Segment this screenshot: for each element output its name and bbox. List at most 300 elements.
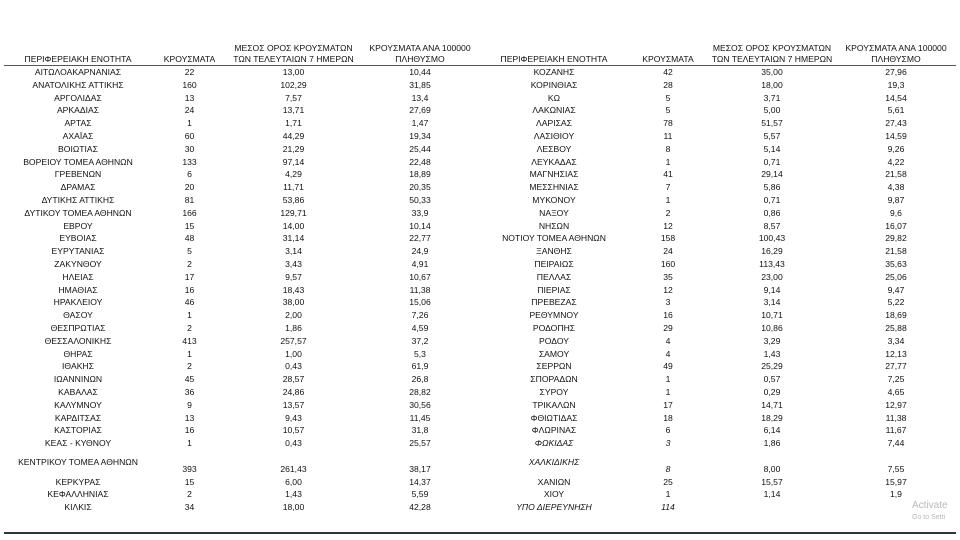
region-cell: ΜΥΚΟΝΟΥ: [532, 194, 576, 205]
per-100k-cell: 7,55: [887, 463, 905, 474]
header-per-100k: ΚΡΟΥΣΜΑΤΑ ΑΝΑ 100000 ΠΛΗΘΥΣΜΟ: [360, 22, 480, 66]
table-row: [4, 501, 480, 514]
table-row: [480, 360, 956, 373]
region-cell: ΖΑΚΥΝΘΟΥ: [54, 258, 102, 269]
region-cell: ΣΑΜΟΥ: [538, 348, 570, 359]
average-cell: 1,00: [285, 348, 302, 359]
table-row: [480, 450, 956, 476]
table-row: [4, 207, 480, 220]
average-cell: 100,43: [758, 233, 786, 244]
per-100k-cell: 7,25: [887, 374, 905, 385]
average-cell: 113,43: [759, 258, 785, 269]
table-row: [4, 399, 480, 412]
watermark-subtitle: Go to Setti: [912, 514, 946, 521]
average-cell: 6,14: [763, 425, 781, 436]
per-100k-cell: 20,35: [409, 182, 431, 193]
table-row: [480, 143, 956, 156]
per-100k-cell: 1,9: [890, 489, 902, 500]
table-row: [480, 232, 956, 245]
per-100k-cell: 15,06: [409, 297, 431, 308]
region-cell: ΛΕΣΒΟΥ: [536, 143, 572, 154]
per-100k-cell: 1,47: [411, 118, 429, 129]
average-cell: 29,14: [761, 169, 783, 180]
per-100k-cell: 29,82: [885, 233, 907, 244]
average-cell: 5,00: [763, 105, 781, 116]
region-cell: ΗΛΕΙΑΣ: [62, 271, 94, 282]
average-cell: 1,43: [763, 348, 781, 359]
cases-cell: 114: [661, 502, 675, 513]
per-100k-cell: 11,67: [885, 425, 907, 436]
table-row: [4, 296, 480, 309]
per-100k-cell: 3,34: [887, 335, 905, 346]
cases-cell: 13: [184, 412, 195, 423]
average-cell: 0,57: [763, 374, 781, 385]
cases-cell: 20: [184, 182, 195, 193]
region-cell: ΑΙΤΩΛΟΑΚΑΡΝΑΝΙΑΣ: [34, 67, 122, 77]
region-cell: ΠΙΕΡΙΑΣ: [537, 284, 571, 295]
region-cell: ΠΕΛΛΑΣ: [536, 271, 572, 282]
average-cell: 21,29: [282, 143, 305, 154]
region-cell: ΛΕΥΚΑΔΑΣ: [531, 156, 577, 167]
table-row: [4, 309, 480, 322]
average-cell: 8,00: [763, 463, 781, 474]
cases-cell: 48: [184, 233, 195, 244]
region-cell: ΝΗΣΩΝ: [538, 220, 570, 231]
average-cell: 5,86: [763, 182, 781, 193]
average-cell: 3,14: [763, 297, 781, 308]
cases-cell: 28: [663, 79, 673, 90]
bottom-divider: [4, 532, 956, 534]
average-cell: 4,29: [285, 169, 302, 180]
per-100k-cell: 31,85: [409, 79, 431, 90]
average-cell: 9,14: [763, 284, 781, 295]
cases-cell: 1: [665, 194, 671, 205]
cases-cell: 1: [187, 310, 192, 321]
region-cell: ΛΑΚΩΝΙΑΣ: [532, 105, 576, 116]
cases-cell: 160: [182, 79, 197, 90]
region-cell: ΛΑΡΙΣΑΣ: [536, 118, 572, 129]
table-row: [480, 117, 956, 130]
per-100k-cell: 14,37: [409, 476, 431, 487]
region-cell: ΜΕΣΣΗΝΙΑΣ: [529, 182, 579, 193]
table-row: [480, 245, 956, 258]
average-cell: 14,00: [282, 220, 305, 231]
header-7day-average: ΜΕΣΟΣ ΟΡΟΣ ΚΡΟΥΣΜΑΤΩΝ ΤΩΝ ΤΕΛΕΥΤΑΙΩΝ 7 ΗΜΕΡΩΝ: [708, 22, 836, 66]
average-cell: 11,71: [283, 182, 304, 193]
average-cell: 31,14: [282, 233, 305, 244]
table-row: [480, 437, 956, 450]
region-cell: ΘΕΣΠΡΩΤΙΑΣ: [50, 322, 106, 333]
cases-cell: 24: [663, 246, 673, 257]
average-cell: 44,29: [282, 130, 305, 141]
per-100k-cell: 11,38: [885, 412, 907, 423]
table-row: [4, 66, 480, 79]
cases-cell: 34: [184, 502, 195, 513]
table-row: [4, 437, 480, 450]
per-100k-cell: 4,59: [411, 322, 429, 333]
cases-cell: 81: [184, 194, 195, 205]
average-cell: 28,57: [282, 374, 305, 385]
cases-table-left: [4, 22, 480, 514]
per-100k-cell: 27,77: [885, 361, 907, 372]
region-cell: ΑΧΑΪΑΣ: [62, 130, 94, 141]
per-100k-cell: 31,8: [411, 425, 429, 436]
table-row: [4, 194, 480, 207]
table-row: [480, 258, 956, 271]
cases-cell: 6: [665, 425, 671, 436]
cases-cell: 1: [665, 374, 671, 385]
table-row: [4, 271, 480, 284]
cases-cell: 12: [663, 284, 673, 295]
per-100k-cell: 5,59: [411, 489, 429, 500]
table-row: [480, 501, 956, 514]
cases-cell: 9: [187, 399, 192, 410]
average-cell: 8,57: [763, 220, 781, 231]
per-100k-cell: 10,67: [409, 271, 431, 282]
table-row: [480, 220, 956, 233]
region-cell: ΘΑΣΟΥ: [63, 310, 93, 321]
region-cell: ΚΑΛΥΜΝΟΥ: [54, 399, 102, 410]
per-100k-cell: 12,97: [885, 399, 907, 410]
cases-cell: 13: [184, 92, 195, 103]
table-row: [4, 488, 480, 501]
table-row: [480, 168, 956, 181]
average-cell: 9,43: [285, 412, 302, 423]
cases-cell: 24: [184, 105, 195, 116]
table-row: [4, 79, 480, 92]
average-cell: 3,29: [763, 335, 781, 346]
per-100k-cell: 4,38: [887, 182, 905, 193]
average-cell: 13,71: [282, 105, 305, 116]
table-row: [480, 322, 956, 335]
average-cell: 5,57: [763, 130, 781, 141]
region-cell: ΙΘΑΚΗΣ: [62, 361, 94, 372]
cases-cell: 17: [663, 399, 673, 410]
cases-cell: 18: [663, 412, 673, 423]
watermark-title: Activate: [912, 500, 948, 511]
average-cell: 0,29: [763, 386, 781, 397]
table-row: [480, 79, 956, 92]
average-cell: 18,00: [282, 502, 305, 513]
per-100k-cell: 28,82: [409, 386, 431, 397]
average-cell: 1,43: [285, 489, 302, 500]
table-row: [480, 181, 956, 194]
per-100k-cell: 18,69: [885, 310, 907, 321]
region-cell: ΚΩ: [547, 92, 561, 103]
region-cell: ΚΙΛΚΙΣ: [64, 502, 92, 513]
average-cell: 35,00: [761, 67, 783, 77]
average-cell: 13,57: [282, 399, 305, 410]
region-cell: ΦΘΙΩΤΙΔΑΣ: [530, 412, 578, 423]
table-row: [480, 386, 956, 399]
average-cell: 3,43: [285, 258, 302, 269]
average-cell: 102,29: [280, 79, 307, 90]
cases-cell: 8: [665, 463, 671, 474]
per-100k-cell: 50,33: [409, 194, 431, 205]
region-cell: ΝΟΤΙΟΥ ΤΟΜΕΑ ΑΘΗΝΩΝ: [502, 233, 606, 244]
region-cell: ΚΑΒΑΛΑΣ: [58, 386, 98, 397]
average-cell: 53,86: [282, 194, 305, 205]
region-cell: ΝΑΞΟΥ: [539, 207, 569, 218]
table-row: [480, 104, 956, 117]
cases-cell: 413: [182, 335, 197, 346]
per-100k-cell: 10,44: [409, 67, 431, 77]
region-cell: ΒΟΡΕΙΟΥ ΤΟΜΕΑ ΑΘΗΝΩΝ: [23, 156, 133, 167]
average-cell: 15,57: [761, 476, 783, 487]
table-row: [480, 271, 956, 284]
cases-cell: 12: [663, 220, 673, 231]
cases-cell: 15: [184, 476, 195, 487]
region-cell: ΓΡΕΒΕΝΩΝ: [54, 169, 102, 180]
table-row: [4, 360, 480, 373]
per-100k-cell: 25,06: [885, 271, 907, 282]
region-cell: ΘΗΡΑΣ: [63, 348, 93, 359]
region-cell: ΙΩΑΝΝΙΝΩΝ: [53, 374, 103, 385]
table-row: [4, 156, 480, 169]
table-row: [480, 335, 956, 348]
region-cell: ΤΡΙΚΑΛΩΝ: [532, 399, 576, 410]
average-cell: 25,29: [761, 361, 783, 372]
per-100k-cell: 9,6: [890, 207, 902, 218]
header-cases: ΚΡΟΥΣΜΑΤΑ: [628, 22, 708, 66]
cases-cell: 2: [187, 361, 192, 372]
per-100k-cell: 13,4: [411, 92, 429, 103]
cases-cell: 1: [665, 489, 671, 500]
average-cell: 18,43: [282, 284, 305, 295]
cases-cell: 393: [182, 463, 197, 474]
cases-cell: 35: [663, 271, 673, 282]
table-row: [4, 245, 480, 258]
per-100k-cell: 11,38: [409, 284, 431, 295]
table-row: [480, 207, 956, 220]
region-cell: ΚΑΣΤΟΡΙΑΣ: [54, 425, 102, 436]
table-row: [4, 104, 480, 117]
per-100k-cell: 12,13: [885, 348, 907, 359]
average-cell: 14,71: [761, 399, 783, 410]
table-row: [4, 322, 480, 335]
region-cell: ΔΥΤΙΚΗΣ ΑΤΤΙΚΗΣ: [41, 194, 115, 205]
table-row: [480, 488, 956, 501]
region-cell: ΕΥΡΥΤΑΝΙΑΣ: [51, 246, 105, 257]
region-cell: ΚΕΡΚΥΡΑΣ: [55, 476, 101, 487]
cases-cell: 1: [665, 156, 671, 167]
table-row: [4, 284, 480, 297]
per-100k-cell: 9,87: [887, 194, 905, 205]
cases-cell: 5: [187, 246, 192, 257]
per-100k-cell: 9,26: [887, 143, 905, 154]
average-cell: 0,71: [763, 194, 781, 205]
per-100k-cell: 5,22: [887, 297, 905, 308]
per-100k-cell: 14,59: [885, 130, 907, 141]
per-100k-cell: 27,96: [885, 67, 907, 77]
cases-cell: 160: [660, 258, 676, 269]
average-cell: 0,86: [763, 207, 781, 218]
per-100k-cell: 15,97: [885, 476, 907, 487]
cases-cell: 1: [665, 386, 671, 397]
cases-cell: 17: [184, 271, 195, 282]
per-100k-cell: 4,22: [887, 156, 905, 167]
region-cell: ΠΡΕΒΕΖΑΣ: [531, 297, 577, 308]
table-row: [480, 296, 956, 309]
region-cell: ΗΡΑΚΛΕΙΟΥ: [53, 297, 103, 308]
table-row: [4, 348, 480, 361]
region-cell: ΔΥΤΙΚΟΥ ΤΟΜΕΑ ΑΘΗΝΩΝ: [24, 207, 132, 218]
average-cell: 257,57: [280, 335, 307, 346]
per-100k-cell: 4,65: [887, 386, 905, 397]
region-cell: ΡΟΔΟΥ: [539, 335, 569, 346]
table-row: [4, 181, 480, 194]
region-cell: ΜΑΓΝΗΣΙΑΣ: [529, 169, 579, 180]
table-row: [4, 232, 480, 245]
average-cell: 2,00: [285, 310, 302, 321]
region-cell: ΥΠΟ ΔΙΕΡΕΥΝΗΣΗ: [516, 502, 592, 513]
cases-table-right: [480, 22, 956, 514]
average-cell: 18,00: [761, 79, 783, 90]
per-100k-cell: 37,2: [411, 335, 429, 346]
table-row: [480, 309, 956, 322]
region-cell: ΣΕΡΡΩΝ: [536, 361, 572, 372]
average-cell: 0,43: [285, 438, 302, 449]
average-cell: 1,86: [285, 322, 302, 333]
region-cell: ΑΡΓΟΛΙΔΑΣ: [54, 92, 102, 103]
per-100k-cell: 26,8: [411, 374, 429, 385]
region-cell: ΧΙΟΥ: [543, 489, 565, 500]
cases-cell: 60: [184, 130, 195, 141]
per-100k-cell: 25,57: [409, 438, 431, 449]
per-100k-cell: 10,14: [409, 220, 431, 231]
per-100k-cell: 19,34: [409, 130, 431, 141]
cases-cell: 45: [184, 374, 195, 385]
table-row: [4, 412, 480, 425]
per-100k-cell: 5,61: [887, 105, 905, 116]
average-cell: 51,57: [761, 118, 783, 129]
cases-cell: 16: [663, 310, 673, 321]
per-100k-cell: 27,69: [409, 105, 431, 116]
table-row: [480, 156, 956, 169]
cases-cell: 2: [187, 322, 192, 333]
average-cell: 7,57: [285, 92, 302, 103]
per-100k-cell: 25,44: [409, 143, 431, 154]
cases-cell: 25: [663, 476, 673, 487]
per-100k-cell: 9,47: [887, 284, 905, 295]
header-cases: ΚΡΟΥΣΜΑΤΑ: [152, 22, 227, 66]
header-region: ΠΕΡΙΦΕΡΕΙΑΚΗ ΕΝΟΤΗΤΑ: [480, 22, 628, 66]
per-100k-cell: 21,58: [885, 246, 907, 257]
cases-cell: 4: [665, 335, 671, 346]
table-row: [480, 284, 956, 297]
cases-cell: 2: [187, 258, 192, 269]
per-100k-cell: 16,07: [885, 220, 907, 231]
cases-cell: 2: [665, 207, 671, 218]
region-cell: ΑΝΑΤΟΛΙΚΗΣ ΑΤΤΙΚΗΣ: [32, 79, 124, 90]
per-100k-cell: 7,26: [411, 310, 429, 321]
average-cell: [708, 501, 836, 514]
per-100k-cell: 42,28: [409, 502, 431, 513]
average-cell: 0,71: [763, 156, 781, 167]
average-cell: 16,29: [761, 246, 783, 257]
table-row: [480, 424, 956, 437]
cases-cell: 49: [663, 361, 673, 372]
average-cell: 23,00: [761, 271, 783, 282]
table-row: [480, 399, 956, 412]
region-cell: ΣΠΟΡΑΔΩΝ: [530, 374, 578, 385]
average-cell: 6,00: [285, 476, 302, 487]
cases-cell: 30: [184, 143, 195, 154]
region-cell: ΣΥΡΟΥ: [539, 386, 569, 397]
cases-cell: 3: [665, 297, 671, 308]
table-header-row: [480, 22, 956, 66]
table-row: [480, 412, 956, 425]
per-100k-cell: 14,54: [885, 92, 907, 103]
per-100k-cell: 24,9: [411, 246, 429, 257]
cases-cell: 78: [663, 118, 673, 129]
table-row: [4, 424, 480, 437]
per-100k-cell: 18,89: [409, 169, 431, 180]
cases-cell: 5: [665, 92, 671, 103]
region-cell: ΦΩΚΙΔΑΣ: [534, 438, 574, 449]
table-row: [480, 130, 956, 143]
per-100k-cell: 4,91: [411, 258, 429, 269]
region-cell: ΑΡΤΑΣ: [64, 118, 92, 129]
per-100k-cell: 5,3: [414, 348, 426, 359]
average-cell: 97,14: [282, 156, 305, 167]
region-cell: ΧΑΛΚΙΔΙΚΗΣ: [528, 457, 580, 468]
cases-cell: 36: [184, 386, 195, 397]
activation-watermark: [912, 500, 948, 524]
region-cell: ΞΑΝΘΗΣ: [536, 246, 572, 257]
region-cell: ΚΕΝΤΡΙΚΟΥ ΤΟΜΕΑ ΑΘΗΝΩΝ: [18, 457, 138, 468]
region-cell: ΡΕΘΥΜΝΟΥ: [529, 310, 579, 321]
cases-cell: 8: [665, 143, 671, 154]
table-row: [4, 386, 480, 399]
region-cell: ΚΟΡΙΝΘΙΑΣ: [530, 79, 578, 90]
table-row: [4, 220, 480, 233]
average-cell: 10,86: [761, 322, 783, 333]
cases-cell: 41: [663, 169, 673, 180]
region-cell: ΠΕΙΡΑΙΩΣ: [534, 258, 574, 269]
region-cell: ΕΒΡΟΥ: [63, 220, 93, 231]
table-header-row: [4, 22, 480, 66]
table-row: [4, 476, 480, 489]
table-row: [4, 258, 480, 271]
cases-cell: 6: [187, 169, 192, 180]
average-cell: 1,71: [285, 118, 302, 129]
table-row: [480, 373, 956, 386]
average-cell: 10,57: [282, 425, 305, 436]
average-cell: 10,71: [761, 310, 783, 321]
average-cell: 129,71: [280, 207, 307, 218]
average-cell: 0,43: [285, 361, 302, 372]
cases-cell: 1: [187, 348, 192, 359]
region-cell: ΡΟΔΟΠΗΣ: [532, 322, 576, 333]
cases-cell: 3: [665, 438, 671, 449]
region-cell: ΔΡΑΜΑΣ: [60, 182, 96, 193]
region-cell: ΑΡΚΑΔΙΑΣ: [56, 105, 100, 116]
table-row: [480, 476, 956, 489]
cases-cell: 16: [184, 284, 195, 295]
average-cell: 38,00: [282, 297, 305, 308]
cases-cell: 7: [665, 182, 671, 193]
header-per-100k: ΚΡΟΥΣΜΑΤΑ ΑΝΑ 100000 ΠΛΗΘΥΣΜΟ: [836, 22, 956, 66]
table-row: [480, 194, 956, 207]
average-cell: 1,86: [763, 438, 781, 449]
per-100k-cell: 19,3: [887, 79, 905, 90]
per-100k-cell: 22,48: [409, 156, 431, 167]
per-100k-cell: 38,17: [409, 463, 431, 474]
table-row: [480, 348, 956, 361]
per-100k-cell: 30,56: [409, 399, 431, 410]
region-cell: ΦΛΩΡΙΝΑΣ: [531, 425, 577, 436]
